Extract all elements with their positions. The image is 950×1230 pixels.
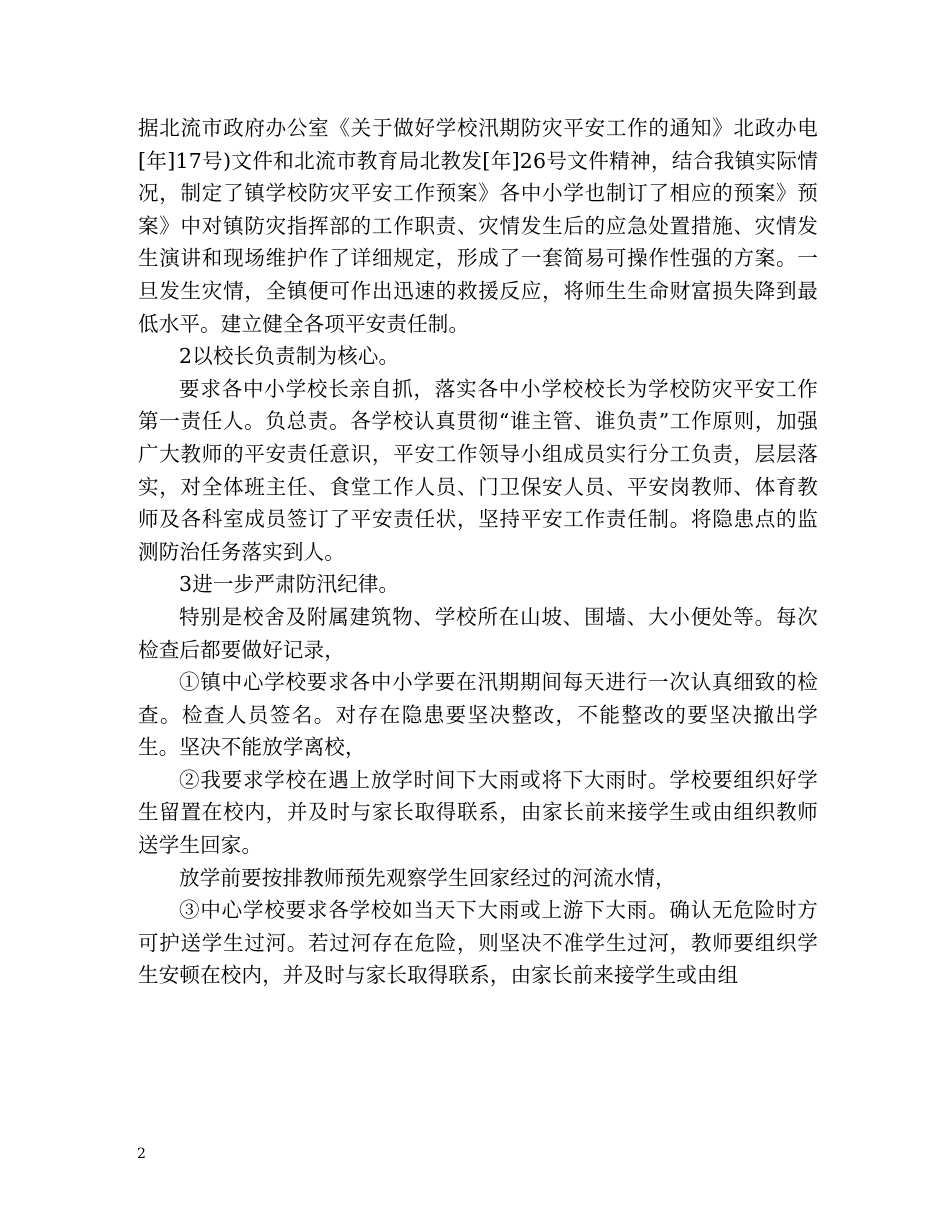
paragraph-responsibility: 要求各中小学校长亲自抓，落实各中小学校校长为学校防灾平安工作第一责任人。负总责。各学校认真贯彻“谁主管、谁负责”工作原则，加强广大教师的平安责任意识，平安工作领导小组成员实行分工负责，层层落实，对全体班主任、食堂工作人员、门卫保安人员、平安岗教师、体育教师及各科室成员签订了平安责任状，坚持平安工作责任制。将隐患点的监测防治任务落实到人。 xyxy=(138,376,818,564)
paragraph-heading-2: 2以校长负责制为核心。 xyxy=(179,344,400,369)
paragraph-item-1: ①镇中心学校要求各中小学要在汛期期间每天进行一次认真细致的检查。检查人员签名。对存在隐患要坚决整改，不能整改的要坚决撤出学生。坚决不能放学离校， xyxy=(138,670,818,760)
paragraph-intro: 据北流市政府办公室《关于做好学校汛期防灾平安工作的通知》北政办电[年]17号)文件和北流市教育局北教发[年]26号文件精神，结合我镇实际情况，制定了镇学校防灾平安工作预案》各中小学也制订了相应的预案》预案》中对镇防灾指挥部的工作职责、灾情发生后的应急处置措施、灾情发生演讲和现场维护作了详细规定，形成了一套简易可操作性强的方案。一旦发生灾情，全镇便可作出迅速的救援反应，将师生生命财富损失降到最低水平。建立健全各项平安责任制。 xyxy=(138,116,818,336)
paragraph-item-2: ②我要求学校在遇上放学时间下大雨或将下大雨时。学校要组织好学生留置在校内，并及时与家长取得联系，由家长前来接学生或由组织教师送学生回家。 xyxy=(138,767,818,858)
paragraph-river-check: 放学前要按排教师预先观察学生回家经过的河流水情， xyxy=(179,865,676,890)
paragraph-inspection: 特别是校舍及附属建筑物、学校所在山坡、围墙、大小便处等。每次检查后都要做好记录， xyxy=(138,604,818,662)
page-number: 2 xyxy=(137,1146,146,1162)
paragraph-heading-3: 3进一步严肃防汛纪律。 xyxy=(179,572,400,597)
body-text xyxy=(138,112,818,992)
paragraph-item-3: ③中心学校要求各学校如当天下大雨或上游下大雨。确认无危险时方可护送学生过河。若过河存在危险，则坚决不准学生过河，教师要组织学生安顿在校内，并及时与家长取得联系，由家长前来接学生或由组 xyxy=(138,898,818,988)
